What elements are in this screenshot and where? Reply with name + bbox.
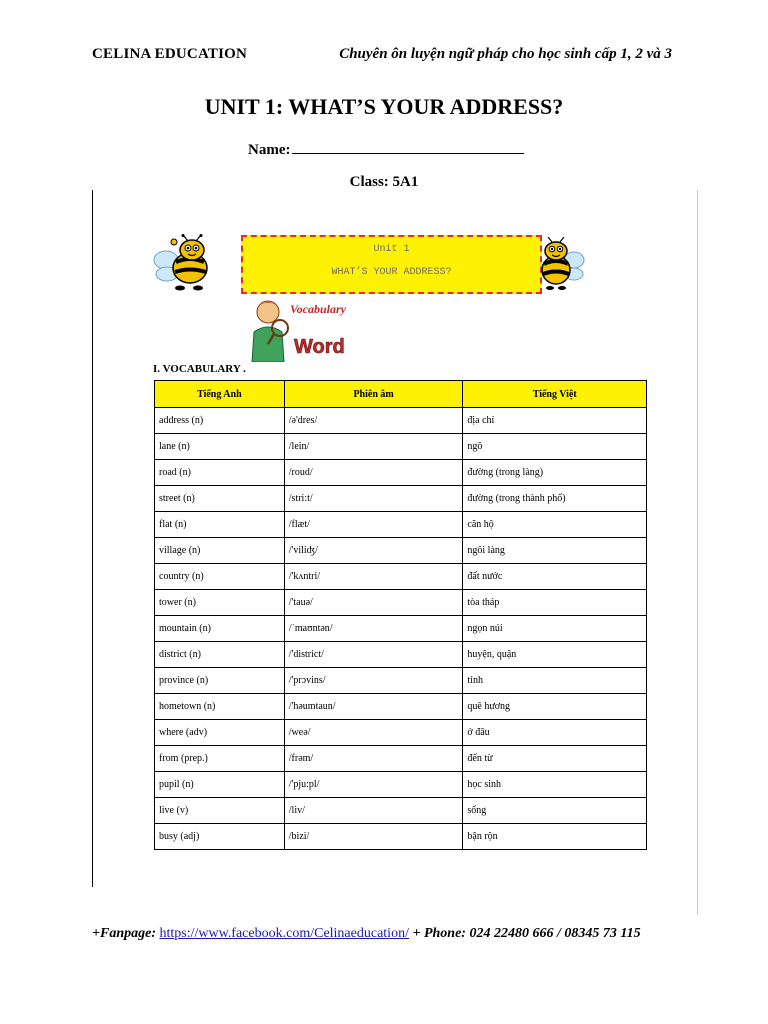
vietnamese-meaning-cell: ngõ	[463, 434, 647, 460]
phonetic-cell: /ə'dres/	[284, 408, 463, 434]
english-term-cell: where (adv)	[155, 720, 285, 746]
phonetic-cell: /'kʌntri/	[284, 564, 463, 590]
english-term-cell: pupil (n)	[155, 772, 285, 798]
phonetic-cell: /bizi/	[284, 824, 463, 850]
vietnamese-meaning-cell: đến từ	[463, 746, 647, 772]
vietnamese-meaning-cell: căn hộ	[463, 512, 647, 538]
table-row	[155, 460, 647, 486]
vietnamese-meaning-cell: quê hương	[463, 694, 647, 720]
english-term-cell: country (n)	[155, 564, 285, 590]
table-row	[155, 746, 647, 772]
phonetic-cell: /'district/	[284, 642, 463, 668]
name-blank-line	[292, 139, 524, 154]
english-term-cell: live (v)	[155, 798, 285, 824]
class-label: Class: 5A1	[349, 174, 419, 190]
table-row	[155, 408, 647, 434]
phonetic-cell: /ˈmaʊntən/	[284, 616, 463, 642]
column-header-phonetic: Phiên âm	[284, 381, 463, 408]
phonetic-cell: /weə/	[284, 720, 463, 746]
phonetic-cell: /liv/	[284, 798, 463, 824]
phonetic-cell: /'pju:pl/	[284, 772, 463, 798]
vietnamese-meaning-cell: địa chỉ	[463, 408, 647, 434]
phonetic-cell: /roud/	[284, 460, 463, 486]
vietnamese-meaning-cell: ngôi làng	[463, 538, 647, 564]
phonetic-cell: /lein/	[284, 434, 463, 460]
vocabulary-table	[154, 380, 647, 850]
bee-left-icon	[152, 234, 214, 292]
phonetic-cell: /frəm/	[284, 746, 463, 772]
vocabulary-illustration	[246, 298, 352, 362]
phonetic-cell: /'prɔvins/	[284, 668, 463, 694]
name-field	[248, 139, 524, 159]
table-row	[155, 434, 647, 460]
fanpage-label: +Fanpage:	[92, 926, 156, 941]
english-term-cell: province (n)	[155, 668, 285, 694]
table-row	[155, 694, 647, 720]
vietnamese-meaning-cell: sống	[463, 798, 647, 824]
header-tagline: Chuyên ôn luyện ngữ pháp cho học sinh cấp 1, 2 và 3	[339, 46, 672, 62]
page-title: UNIT 1: WHAT’S YOUR ADDRESS?	[204, 94, 564, 119]
vocabulary-art-text: Vocabulary	[290, 302, 347, 316]
vietnamese-meaning-cell: huyện, quận	[463, 642, 647, 668]
phonetic-cell: /flæt/	[284, 512, 463, 538]
table-header-row	[155, 381, 647, 408]
english-term-cell: from (prep.)	[155, 746, 285, 772]
unit-banner-line2: WHAT’S YOUR ADDRESS?	[331, 267, 452, 278]
bee-right-icon	[540, 236, 586, 292]
phonetic-cell: /'tauə/	[284, 590, 463, 616]
table-row	[155, 720, 647, 746]
header-brand: CELINA EDUCATION	[92, 46, 248, 62]
vietnamese-meaning-cell: bận rộn	[463, 824, 647, 850]
phonetic-cell: /stri:t/	[284, 486, 463, 512]
english-term-cell: district (n)	[155, 642, 285, 668]
table-row	[155, 642, 647, 668]
vietnamese-meaning-cell: tỉnh	[463, 668, 647, 694]
vietnamese-meaning-cell: ở đâu	[463, 720, 647, 746]
phone-info: + Phone: 024 22480 666 / 08345 73 115	[412, 926, 641, 941]
table-row	[155, 772, 647, 798]
vietnamese-meaning-cell: đất nước	[463, 564, 647, 590]
english-term-cell: lane (n)	[155, 434, 285, 460]
table-row	[155, 668, 647, 694]
vietnamese-meaning-cell: đường (trong làng)	[463, 460, 647, 486]
english-term-cell: flat (n)	[155, 512, 285, 538]
phonetic-cell: /'həumtaun/	[284, 694, 463, 720]
name-label: Name:	[248, 142, 291, 158]
phonetic-cell: /'viliʤ/	[284, 538, 463, 564]
word-art-text: Word	[294, 336, 345, 358]
english-term-cell: hometown (n)	[155, 694, 285, 720]
vietnamese-meaning-cell: học sinh	[463, 772, 647, 798]
right-margin-rule	[697, 190, 698, 915]
table-row	[155, 824, 647, 850]
column-header-english: Tiếng Anh	[155, 381, 285, 408]
table-row	[155, 538, 647, 564]
vietnamese-meaning-cell: tòa tháp	[463, 590, 647, 616]
vietnamese-meaning-cell: đường (trong thành phố)	[463, 486, 647, 512]
english-term-cell: tower (n)	[155, 590, 285, 616]
left-margin-rule	[92, 190, 93, 887]
table-row	[155, 486, 647, 512]
column-header-vietnamese: Tiếng Việt	[463, 381, 647, 408]
fanpage-link[interactable]: https://www.facebook.com/Celinaeducation/	[159, 926, 409, 941]
english-term-cell: busy (adj)	[155, 824, 285, 850]
table-row	[155, 512, 647, 538]
footer	[92, 925, 672, 943]
unit-banner-line1: Unit 1	[373, 244, 410, 255]
english-term-cell: address (n)	[155, 408, 285, 434]
english-term-cell: mountain (n)	[155, 616, 285, 642]
table-row	[155, 616, 647, 642]
table-row	[155, 590, 647, 616]
section-label-vocabulary: I. VOCABULARY .	[153, 363, 246, 375]
table-row	[155, 564, 647, 590]
vietnamese-meaning-cell: ngọn núi	[463, 616, 647, 642]
english-term-cell: street (n)	[155, 486, 285, 512]
table-row	[155, 798, 647, 824]
english-term-cell: road (n)	[155, 460, 285, 486]
unit-banner	[241, 235, 542, 294]
english-term-cell: village (n)	[155, 538, 285, 564]
